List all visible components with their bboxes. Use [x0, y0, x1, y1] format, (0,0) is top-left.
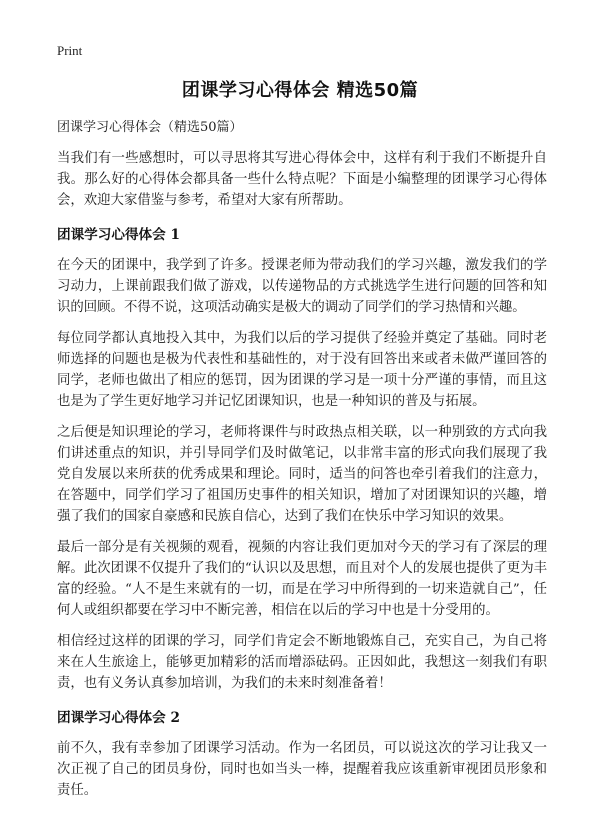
- section-heading: 团课学习心得体会 1: [57, 227, 180, 243]
- body-paragraph: 前不久，我有幸参加了团课学习活动。作为一名团员，可以说这次的学习让我又一次正视了自己的团员身份，同时也如当头一棒，提醒着我应该重新审视团员形象和责任。: [57, 741, 547, 798]
- intro-paragraph: 当我们有一些感想时，可以寻思将其写进心得体会中，这样有利于我们不断提升自我。那么好的心得体会都具备一些什么特点呢？下面是小编整理的团课学习心得体会，欢迎大家借鉴与参考，希望对大家有所帮助。: [57, 151, 547, 208]
- print-link[interactable]: Print: [57, 43, 83, 58]
- document-title: 团课学习心得体会 精选50篇: [181, 80, 419, 101]
- section-heading: 团课学习心得体会 2: [57, 710, 180, 726]
- document-body: [57, 118, 547, 811]
- body-paragraph: 相信经过这样的团课的学习，同学们肯定会不断地锻炼自己，充实自己，为自己将来在人生旅途上，能够更加精彩的活而增添砝码。正因如此，我想这一刻我们有职责，也有义务认真参加培训，为我们的未来时刻准备着！: [57, 634, 547, 691]
- document-subtitle: 团课学习心得体会（精选50篇）: [57, 120, 243, 135]
- body-paragraph: 最后一部分是有关视频的观看，视频的内容让我们更加对今天的学习有了深层的理解。此次团课不仅提升了我们的“认识以及思想，而且对个人的发展也提供了更为丰富的经验。“人不是生来就有的一切，而是在学习中所得到的一切来造就自己”，任何人或组织都要在学习中不断完善，相信在以后的学习中也是十分受用的。: [57, 540, 547, 618]
- body-paragraph: 每位同学都认真地投入其中，为我们以后的学习提供了经验并奠定了基础。同时老师选择的问题也是极为代表性和基础性的，对于没有回答出来或者未做严谨回答的同学，老师也做出了相应的惩罚，因为团课的学习是一项十分严谨的事情，而且这也是为了学生更好地学习并记忆团课知识，也是一种知识的普及与拓展。: [57, 331, 547, 409]
- body-paragraph: 在今天的团课中，我学到了许多。授课老师为带动我们的学习兴趣，激发我们的学习动力，上课前跟我们做了游戏，以传递物品的方式挑选学生进行问题的回答和知识的回顾。不得不说，这项活动确实是极大的调动了同学们的学习热情和兴趣。: [57, 258, 547, 315]
- body-paragraph: 之后便是知识理论的学习，老师将课件与时政热点相关联，以一种别致的方式向我们讲述重点的知识，并引导同学们及时做笔记，以非常丰富的形式向我们展现了我党自发展以来所获的优秀成果和理论。同时，适当的问答也牵引着我们的注意力，在答题中，同学们学习了祖国历史事件的相关知识，增加了对团课知识的兴趣，增强了我们的国家自豪感和民族自信心，达到了我们在快乐中学习知识的效果。: [57, 425, 547, 524]
